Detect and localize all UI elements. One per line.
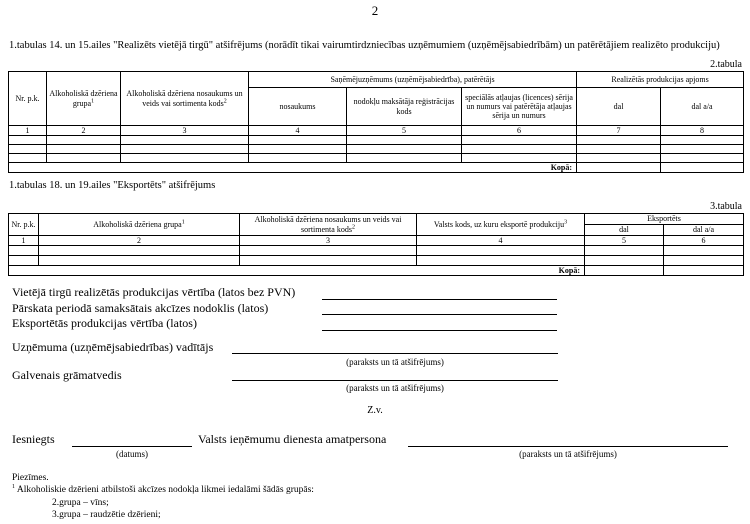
table3-caption: 1.tabulas 18. un 19.ailes "Eksportēts" atšifrējums [9,180,216,191]
column-number: 6 [664,236,744,246]
column-number: 7 [577,126,661,136]
column-number: 6 [462,126,577,136]
accountant-signature-field[interactable] [232,380,558,381]
total-dal[interactable] [577,163,661,173]
submitted-label: Iesniegts [12,432,55,446]
export-value-label: Eksportētās produkcijas vērtība (latos) [12,316,197,330]
header-tax-reg: nodokļu maksātāja reģistrācijas kods [347,88,462,126]
column-number: 2 [47,126,121,136]
table-row [9,154,744,163]
column-number: 8 [661,126,744,136]
column-number: 3 [121,126,249,136]
header-nr: Nr. p.k. [9,72,47,126]
excise-tax-field[interactable] [322,314,557,315]
column-number: 1 [9,236,39,246]
header-volume-group: Realizētās produkcijas apjoms [577,72,744,88]
column-number: 1 [9,126,47,136]
total-row [9,163,744,173]
note-group-2: 2.grupa – vīns; [52,498,109,508]
header-dal: dal [577,88,661,126]
head-signature-label: Uzņēmuma (uzņēmējsabiedrības) vadītājs [12,340,214,354]
table-row [9,246,744,256]
note-group-3: 3.grupa – raudzētie dzērieni; [52,510,161,520]
submitted-date-field[interactable] [72,446,192,447]
header-export-group: Eksportēts [585,214,744,225]
accountant-signature-hint: (paraksts un tā atšifrējums) [346,383,444,393]
table-row [9,145,744,154]
header-nr: Nr. p.k. [9,214,39,236]
header-dal-aa: dal a/a [664,225,744,236]
column-number: 3 [240,236,417,246]
export-value-field[interactable] [322,330,557,331]
table2-label: 2.tabula [710,59,742,70]
header-name-code: Alkoholiskā dzēriena nosaukums un veids vai sortimenta kods$^2$ [121,72,249,126]
total-dal[interactable] [585,266,664,276]
header-dal-aa: dal a/a [661,88,744,126]
total-label: Kopā: [417,266,585,276]
total-row [9,266,744,276]
seal-place: Z.v. [367,405,383,416]
header-name-code: Alkoholiskā dzēriena nosaukums un veids vai sortimenta kods$^2$ [240,214,417,236]
date-hint: (datums) [116,449,148,459]
total-label: Kopā: [462,163,577,173]
header-recipient-group: Saņēmējuzņēmums (uzņēmējsabiedrība), patērētājs [249,72,577,88]
official-signature-hint: (paraksts un tā atšifrējums) [519,449,617,459]
column-number-row [9,236,744,246]
excise-tax-label: Pārskata periodā samaksātais akcīzes nodoklis (latos) [12,301,269,315]
notes-title: Piezīmes. [12,473,49,483]
header-license: speciālās atļaujas (licences) sērija un numurs vai patērētāja atļaujas sērija un numurs [462,88,577,126]
column-number-row [9,126,744,136]
table-exported [8,213,744,276]
table3-label: 3.tabula [710,201,742,212]
column-number: 5 [347,126,462,136]
header-group: Alkoholiskā dzēriena grupa$^1$ [47,72,121,126]
header-country-code: Valsts kods, uz kuru eksportē produkciju$^3$ [417,214,585,236]
table-realized-domestic [8,71,744,173]
header-dal: dal [585,225,664,236]
accountant-signature-label: Galvenais grāmatvedis [12,368,122,382]
head-signature-hint: (paraksts un tā atšifrējums) [346,357,444,367]
page-number: 2 [371,3,379,18]
column-number: 4 [249,126,347,136]
official-label: Valsts ieņēmumu dienesta amatpersona [198,432,387,446]
total-dal-aa[interactable] [661,163,744,173]
table2-caption: 1.tabulas 14. un 15.ailes "Realizēts vietējā tirgū" atšifrējums (norādīt tikai vairumtirdzniecības uzņēmumiem (uzņēmējsabiedrībām) un patērētājiem realizēto produkciju) [9,40,720,51]
header-group: Alkoholiskā dzēriena grupa$^1$ [39,214,240,236]
column-number: 4 [417,236,585,246]
table-row [9,136,744,145]
header-name: nosaukums [249,88,347,126]
column-number: 2 [39,236,240,246]
head-signature-field[interactable] [232,353,558,354]
note-1: $^1$ Alkoholiskie dzērieni atbilstoši akcīzes nodokļa likmei iedalāmi šādās grupās: [12,483,314,495]
table-row [9,256,744,266]
total-dal-aa[interactable] [664,266,744,276]
domestic-value-field[interactable] [322,299,557,300]
column-number: 5 [585,236,664,246]
official-signature-field[interactable] [408,446,728,447]
domestic-value-label: Vietējā tirgū realizētās produkcijas vērtība (latos bez PVN) [12,285,296,299]
